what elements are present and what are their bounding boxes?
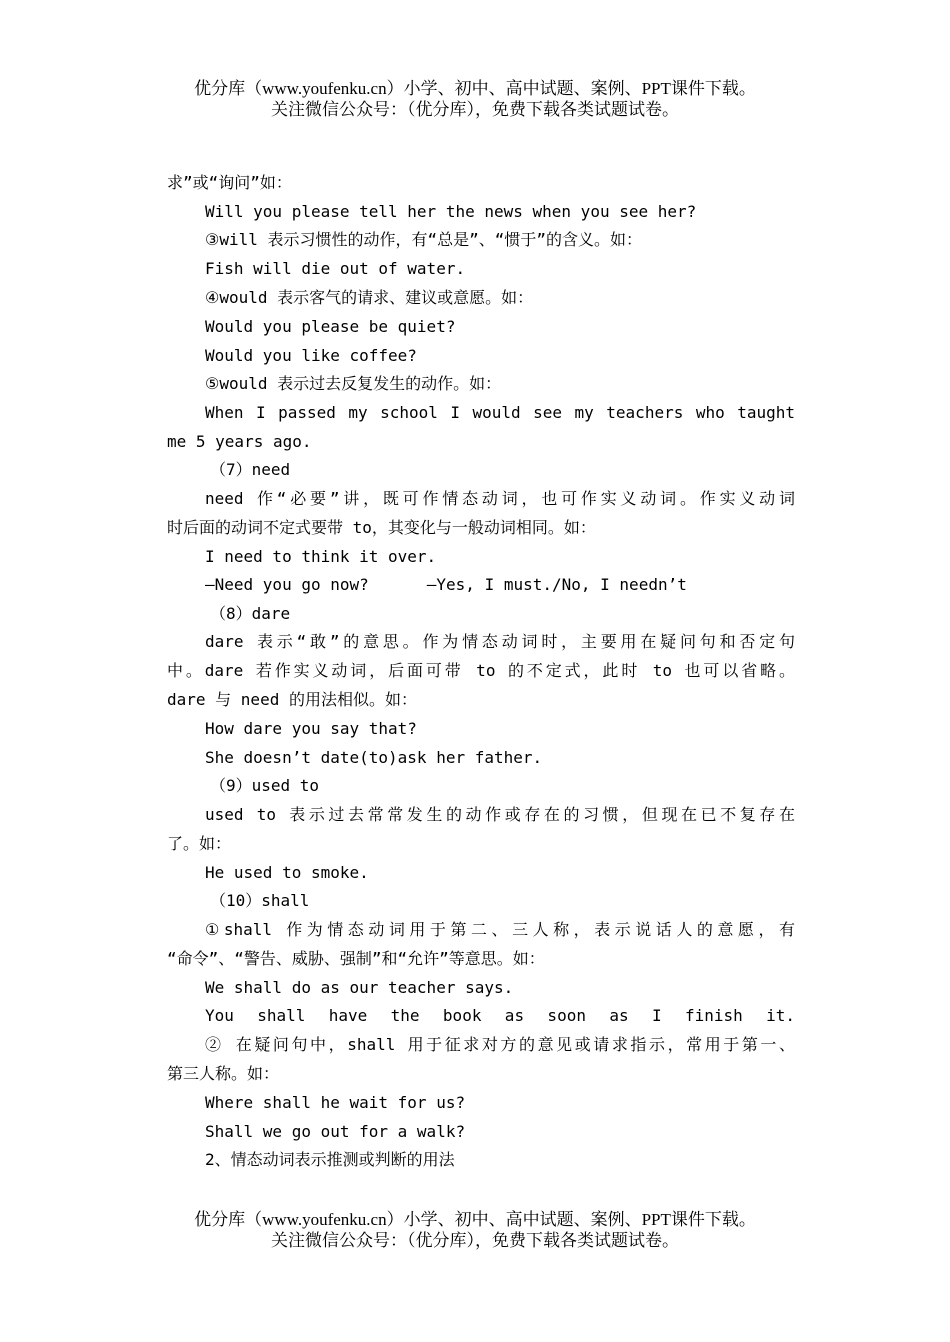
section-heading-modal-inference: 2、情态动词表示推测或判断的用法 bbox=[205, 1150, 455, 1169]
example-sentence: Would you please be quiet? bbox=[205, 317, 456, 336]
example-sentence: I need to think it over. bbox=[205, 547, 437, 566]
text-line: 了。如： bbox=[167, 834, 232, 853]
text-line: “命令”、“警告、威胁、强制”和“允许”等意思。如： bbox=[167, 949, 545, 968]
dialogue-answer: —Yes, I must./No, I needn’t bbox=[426, 575, 687, 594]
text-line: ② 在疑问句中，shall 用于征求对方的意见或请求指示，常用于第一、 bbox=[205, 1035, 795, 1054]
text-line: used to 表示过去常常发生的动作或存在的习惯，但现在已不复存在 bbox=[205, 805, 795, 824]
text-line: 求”或“询问”如： bbox=[167, 173, 292, 192]
header-line-2: 关注微信公众号：（优分库），免费下载各类试题试卷。 bbox=[271, 100, 679, 119]
header-line-1: 优分库（www.youfenku.cn）小学、初中、高中试题、案例、PPT课件下载。 bbox=[194, 79, 756, 98]
footer-line-2: 关注微信公众号：（优分库），免费下载各类试题试卷。 bbox=[271, 1231, 679, 1250]
example-dialogue bbox=[205, 574, 795, 596]
section-heading-shall: （10）shall bbox=[210, 891, 310, 910]
text-line: ③will 表示习惯性的动作，有“总是”、“惯于”的含义。如： bbox=[205, 230, 643, 249]
example-sentence: Shall we go out for a walk? bbox=[205, 1122, 466, 1141]
dialogue-question: —Need you go now? bbox=[205, 575, 369, 594]
example-sentence: He used to smoke. bbox=[205, 863, 369, 882]
section-heading-need: （7）need bbox=[210, 460, 291, 479]
text-line: ⑤would 表示过去反复发生的动作。如： bbox=[205, 374, 502, 393]
text-line: 中。dare 若作实义动词，后面可带 to 的不定式，此时 to 也可以省略。 bbox=[167, 661, 795, 680]
example-sentence: me 5 years ago. bbox=[167, 432, 312, 451]
text-line: 第三人称。如： bbox=[167, 1064, 280, 1083]
example-sentence: Fish will die out of water. bbox=[205, 259, 466, 278]
example-sentence: How dare you say that? bbox=[205, 719, 417, 738]
example-sentence: She doesn’t date(to)ask her father. bbox=[205, 748, 543, 767]
page-header bbox=[0, 78, 950, 120]
example-sentence: Where shall he wait for us? bbox=[205, 1093, 466, 1112]
example-sentence: When I passed my school I would see my teachers who taught bbox=[205, 403, 795, 422]
text-line: 时后面的动词不定式要带 to，其变化与一般动词相同。如： bbox=[167, 518, 596, 537]
example-sentence: We shall do as our teacher says. bbox=[205, 978, 514, 997]
example-sentence: You shall have the book as soon as I finish it. bbox=[205, 1006, 795, 1025]
example-sentence: Would you like coffee? bbox=[205, 346, 417, 365]
example-sentence: Will you please tell her the news when you see her? bbox=[205, 202, 697, 221]
footer-line-1: 优分库（www.youfenku.cn）小学、初中、高中试题、案例、PPT课件下载。 bbox=[194, 1210, 756, 1229]
text-line: need 作“必要”讲，既可作情态动词，也可作实义动词。作实义动词 bbox=[205, 489, 795, 508]
section-heading-dare: （8）dare bbox=[210, 604, 291, 623]
text-line: dare 与 need 的用法相似。如： bbox=[167, 690, 417, 709]
text-line: ①shall 作为情态动词用于第二、三人称，表示说话人的意愿，有 bbox=[205, 920, 795, 939]
text-line: dare 表示“敢”的意思。作为情态动词时，主要用在疑问句和否定句 bbox=[205, 632, 795, 651]
text-line: ④would 表示客气的请求、建议或意愿。如： bbox=[205, 288, 534, 307]
section-heading-used-to: （9）used to bbox=[210, 776, 320, 795]
page-footer bbox=[0, 1209, 950, 1251]
